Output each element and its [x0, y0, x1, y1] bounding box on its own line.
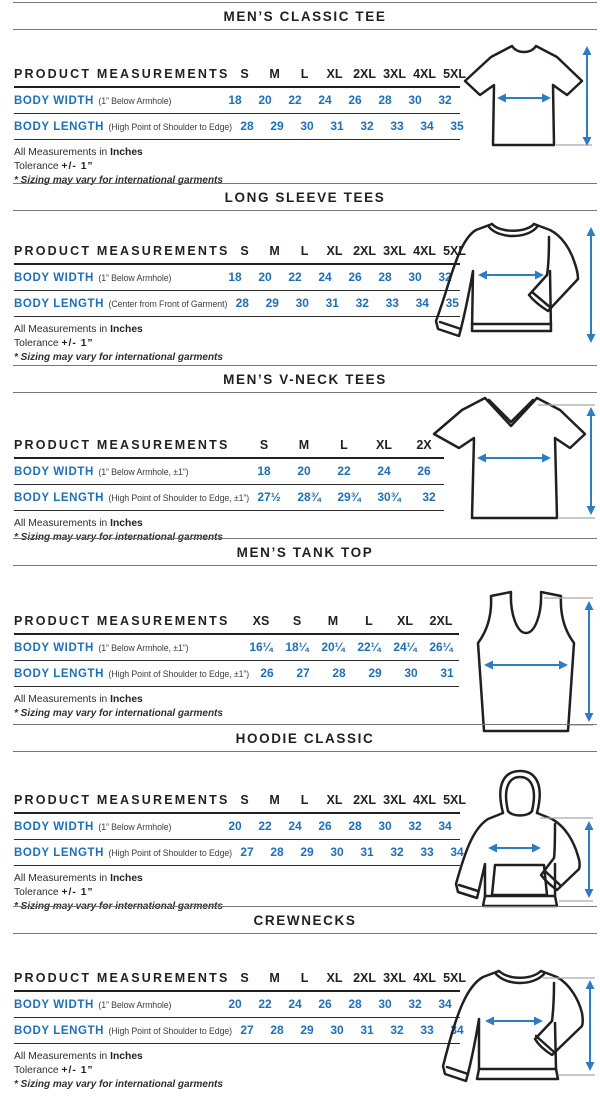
- body-length-row: [14, 1018, 464, 1044]
- note-units-prefix: All Measurements in: [14, 694, 108, 705]
- crewneck-icon: [435, 963, 600, 1099]
- body-length-label-cell: [14, 488, 249, 506]
- body-length-value: 28: [270, 1023, 284, 1037]
- size-header-cell: 5XL: [443, 244, 467, 258]
- note-units-bold: Inches: [110, 694, 143, 705]
- body-length-value: 32: [360, 119, 374, 133]
- size-header-cell: S: [292, 614, 302, 628]
- body-length-values: [249, 666, 465, 680]
- note-tolerance-prefix: Tolerance: [14, 161, 59, 172]
- size-header-cell: L: [300, 67, 309, 81]
- body-length-value: 30: [330, 845, 344, 859]
- body-width-label-cell: [14, 638, 243, 656]
- size-header-cell: S: [240, 793, 249, 807]
- body-length-value: 30: [330, 1023, 344, 1037]
- body-width-row: [14, 992, 460, 1018]
- size-header-cell: M: [269, 971, 280, 985]
- section-mens-v-neck-tees: [0, 365, 600, 543]
- body-length-value: 31: [325, 296, 339, 310]
- section-title-bar: [13, 724, 597, 752]
- table-header-row: [14, 790, 467, 814]
- body-length-value: 33: [420, 1023, 434, 1037]
- body-width-note: (1” Below Armhole, ±1”): [98, 467, 189, 477]
- note-units-bold: Inches: [110, 1051, 143, 1062]
- body-length-value: 29: [300, 845, 314, 859]
- body-length-note: (Center from Front of Garment): [108, 299, 228, 309]
- body-length-row: [14, 840, 464, 866]
- body-length-value: 34: [420, 119, 434, 133]
- body-length-value: 28: [235, 296, 249, 310]
- section-title: MEN’S CLASSIC TEE: [223, 9, 387, 24]
- measurements-table: [14, 968, 467, 1044]
- body-length-value: 33: [390, 119, 404, 133]
- body-width-arrow: [485, 1017, 543, 1026]
- size-header-cell: L: [365, 614, 373, 628]
- body-length-label: BODY LENGTH: [14, 492, 105, 504]
- tee-outline: [465, 46, 582, 145]
- size-header-cell: L: [340, 438, 348, 452]
- note-units-prefix: All Measurements in: [14, 518, 108, 529]
- note-tolerance-prefix: Tolerance: [14, 338, 59, 349]
- size-header-cell: S: [259, 438, 269, 452]
- body-width-value: 32: [408, 819, 422, 833]
- body-width-value: 16¼: [249, 640, 273, 654]
- body-width-value: 20: [228, 819, 242, 833]
- size-header-cell: 4XL: [413, 971, 437, 985]
- body-length-value: 29¾: [337, 490, 361, 504]
- section-title-bar: [13, 538, 597, 566]
- body-length-value: 30¾: [377, 490, 401, 504]
- body-width-values: [243, 640, 459, 654]
- long-sleeve-tee-icon: [430, 215, 600, 353]
- table-header-row: [14, 968, 467, 992]
- body-length-label: BODY LENGTH: [14, 668, 105, 680]
- body-length-value: 31: [330, 119, 344, 133]
- note-sizing: * Sizing may vary for international garments: [14, 352, 223, 363]
- size-header-row: [243, 614, 459, 628]
- body-width-value: 20: [228, 997, 242, 1011]
- body-width-value: 22: [258, 819, 272, 833]
- size-header-cell: M: [327, 614, 339, 628]
- body-length-note: (High Point of Shoulder to Edge): [108, 1026, 233, 1036]
- size-header-cell: M: [269, 244, 280, 258]
- size-header-cell: 5XL: [443, 971, 467, 985]
- body-length-value: 28¾: [297, 490, 321, 504]
- size-header-row: [230, 67, 470, 81]
- section-title: MEN’S TANK TOP: [236, 545, 374, 560]
- section-hoodie-classic: [0, 724, 600, 912]
- section-title-bar: [13, 183, 597, 211]
- body-width-note: (1” Below Armhole): [98, 822, 172, 832]
- body-width-value: 20: [297, 464, 311, 478]
- note-tolerance-bold: +/- 1”: [61, 338, 94, 349]
- section-long-sleeve-tees: [0, 183, 600, 365]
- body-width-note: (1” Below Armhole): [98, 273, 172, 283]
- body-width-value: 18¼: [285, 640, 309, 654]
- product-measurements-header: PRODUCT MEASUREMENTS: [14, 438, 230, 452]
- section-crewnecks: [0, 906, 600, 1090]
- body-length-value: 34: [415, 296, 429, 310]
- note-units-bold: Inches: [110, 147, 143, 158]
- body-width-value: 24: [318, 270, 332, 284]
- classic-tee-icon: [456, 42, 596, 160]
- body-width-row: [14, 459, 444, 485]
- v-neck-tee-icon: [422, 393, 600, 529]
- section-title-bar: [13, 2, 597, 30]
- body-length-value: 34: [450, 1023, 464, 1037]
- size-header-cell: 3XL: [383, 793, 407, 807]
- body-width-value: 34: [438, 997, 452, 1011]
- measurements-table: [14, 611, 459, 687]
- body-length-arrow: [587, 407, 596, 515]
- body-length-label: BODY LENGTH: [14, 298, 105, 310]
- body-width-value: 18: [228, 93, 242, 107]
- body-length-value: 27: [240, 845, 254, 859]
- body-width-value: 18: [228, 270, 242, 284]
- size-header-cell: XS: [252, 614, 270, 628]
- body-width-value: 26: [348, 270, 362, 284]
- product-measurements-header: PRODUCT MEASUREMENTS: [14, 793, 230, 807]
- body-width-value: 28: [348, 997, 362, 1011]
- size-header-cell: 2XL: [353, 793, 377, 807]
- body-width-value: 32: [408, 997, 422, 1011]
- size-header-cell: 2XL: [353, 971, 377, 985]
- size-header-cell: XL: [326, 244, 343, 258]
- body-length-value: 33: [385, 296, 399, 310]
- size-header-cell: M: [269, 67, 280, 81]
- size-header-cell: XL: [326, 793, 343, 807]
- section-title: CREWNECKS: [253, 913, 357, 928]
- section-title: HOODIE CLASSIC: [235, 731, 375, 746]
- body-width-label-cell: [14, 817, 220, 835]
- size-header-cell: 4XL: [413, 67, 437, 81]
- body-width-row: [14, 265, 460, 291]
- size-header-cell: L: [300, 793, 309, 807]
- product-measurements-header: PRODUCT MEASUREMENTS: [14, 244, 230, 258]
- body-length-value: 31: [440, 666, 454, 680]
- section-title: MEN’S V-NECK TEES: [223, 372, 387, 387]
- body-width-value: 20: [258, 93, 272, 107]
- body-width-label-cell: [14, 91, 220, 109]
- note-units-prefix: All Measurements in: [14, 1051, 108, 1062]
- size-header-cell: 3XL: [383, 67, 407, 81]
- note-sizing: * Sizing may vary for international garments: [14, 901, 223, 912]
- body-length-label-cell: [14, 117, 232, 135]
- body-width-value: 26: [318, 997, 332, 1011]
- body-length-label: BODY LENGTH: [14, 1025, 105, 1037]
- size-header-cell: 4XL: [413, 793, 437, 807]
- body-width-label: BODY WIDTH: [14, 999, 94, 1011]
- body-width-value: 20¼: [321, 640, 345, 654]
- body-width-values: [220, 819, 460, 833]
- body-width-value: 26: [417, 464, 431, 478]
- body-width-arrow: [488, 844, 541, 853]
- body-width-value: 22: [288, 93, 302, 107]
- body-width-values: [220, 270, 460, 284]
- tank-top-icon: [450, 588, 598, 740]
- body-width-label: BODY WIDTH: [14, 95, 94, 107]
- note-units-bold: Inches: [110, 324, 143, 335]
- body-width-value: 24: [288, 819, 302, 833]
- size-header-cell: L: [300, 244, 309, 258]
- size-header-cell: 5XL: [443, 793, 467, 807]
- body-width-label: BODY WIDTH: [14, 821, 94, 833]
- body-width-value: 32: [438, 93, 452, 107]
- body-width-label: BODY WIDTH: [14, 272, 94, 284]
- size-header-cell: 2X: [416, 438, 432, 452]
- body-length-value: 27: [296, 666, 310, 680]
- body-width-values: [244, 464, 444, 478]
- size-header-cell: 2XL: [429, 614, 453, 628]
- body-length-note: (High Point of Shoulder to Edge): [108, 848, 233, 858]
- size-header-cell: 3XL: [383, 971, 407, 985]
- body-length-value: 34: [450, 845, 464, 859]
- size-header-cell: S: [240, 67, 249, 81]
- body-width-row: [14, 88, 460, 114]
- section-title: LONG SLEEVE TEES: [224, 190, 386, 205]
- body-width-value: 20: [258, 270, 272, 284]
- size-header-cell: M: [269, 793, 280, 807]
- body-width-value: 30: [378, 819, 392, 833]
- product-measurements-header: PRODUCT MEASUREMENTS: [14, 67, 230, 81]
- body-width-value: 24: [377, 464, 391, 478]
- body-width-value: 28: [378, 270, 392, 284]
- note-sizing: * Sizing may vary for international garments: [14, 708, 223, 719]
- body-length-value: 32: [390, 845, 404, 859]
- body-length-value: 26: [260, 666, 274, 680]
- body-width-arrow: [478, 271, 544, 280]
- body-length-value: 28: [240, 119, 254, 133]
- section-title-bar: [13, 365, 597, 393]
- body-width-label-cell: [14, 995, 220, 1013]
- section-mens-classic-tee: [0, 2, 600, 186]
- body-length-label-cell: [14, 843, 232, 861]
- body-length-label-cell: [14, 1021, 232, 1039]
- body-width-value: 18: [257, 464, 271, 478]
- body-length-value: 30: [295, 296, 309, 310]
- section-mens-tank-top: [0, 538, 600, 724]
- size-header-row: [244, 438, 444, 452]
- body-width-label-cell: [14, 268, 220, 286]
- body-width-value: 26¼: [429, 640, 453, 654]
- size-header-cell: 2XL: [353, 244, 377, 258]
- size-header-cell: S: [240, 244, 249, 258]
- body-length-label-cell: [14, 294, 227, 312]
- body-length-arrow: [583, 46, 592, 146]
- body-width-value: 28: [378, 93, 392, 107]
- body-width-arrow: [497, 94, 551, 103]
- body-length-value: 29: [270, 119, 284, 133]
- body-length-note: (High Point of Shoulder to Edge, ±1”): [108, 493, 250, 503]
- table-header-row: [14, 64, 467, 88]
- body-width-label: BODY WIDTH: [14, 466, 94, 478]
- body-length-value: 30: [404, 666, 418, 680]
- size-header-cell: XL: [326, 971, 343, 985]
- body-length-value: 28: [332, 666, 346, 680]
- body-length-value: 29: [368, 666, 382, 680]
- long-sleeve-outline: [436, 224, 578, 336]
- body-length-value: 28: [270, 845, 284, 859]
- body-width-value: 22: [337, 464, 351, 478]
- body-width-row: [14, 635, 459, 661]
- body-length-label: BODY LENGTH: [14, 847, 105, 859]
- measurements-table: [14, 435, 444, 511]
- body-length-value: 32: [422, 490, 436, 504]
- product-measurements-header: PRODUCT MEASUREMENTS: [14, 971, 230, 985]
- note-tolerance-bold: +/- 1”: [61, 161, 94, 172]
- note-sizing: * Sizing may vary for international garments: [14, 1079, 223, 1090]
- body-length-label-cell: [14, 664, 249, 682]
- body-length-value: 29: [300, 1023, 314, 1037]
- body-width-value: 26: [318, 819, 332, 833]
- size-header-cell: M: [298, 438, 310, 452]
- body-width-arrow: [484, 661, 568, 670]
- body-width-arrow: [477, 454, 551, 463]
- body-length-note: (High Point of Shoulder to Edge, ±1”): [108, 669, 250, 679]
- body-width-value: 24: [288, 997, 302, 1011]
- body-width-value: 34: [438, 819, 452, 833]
- body-length-values: [249, 490, 449, 504]
- body-length-arrow: [585, 601, 594, 722]
- body-width-value: 22¼: [357, 640, 381, 654]
- body-width-value: 26: [348, 93, 362, 107]
- body-width-value: 32: [438, 270, 452, 284]
- body-length-row: [14, 291, 460, 317]
- section-title-bar: [13, 906, 597, 934]
- measurements-table: [14, 241, 467, 317]
- table-header-row: [14, 435, 444, 459]
- note-tolerance-bold: +/- 1”: [61, 887, 94, 898]
- body-length-value: 30: [300, 119, 314, 133]
- note-tolerance-prefix: Tolerance: [14, 1065, 59, 1076]
- body-width-row: [14, 814, 460, 840]
- body-width-value: 30: [378, 997, 392, 1011]
- measurements-table: [14, 64, 467, 140]
- note-sizing: * Sizing may vary for international garments: [14, 175, 223, 186]
- body-length-value: 33: [420, 845, 434, 859]
- size-header-cell: XL: [376, 438, 392, 452]
- body-length-arrow: [586, 980, 595, 1071]
- size-header-row: [230, 971, 470, 985]
- body-length-row: [14, 114, 464, 140]
- body-length-value: 31: [360, 1023, 374, 1037]
- product-measurements-header: PRODUCT MEASUREMENTS: [14, 614, 230, 628]
- note-tolerance: [14, 161, 600, 172]
- body-width-value: 30: [408, 270, 422, 284]
- body-length-note: (High Point of Shoulder to Edge): [108, 122, 233, 132]
- body-width-label: BODY WIDTH: [14, 642, 94, 654]
- body-length-values: [232, 119, 472, 133]
- body-width-label-cell: [14, 462, 244, 480]
- body-width-values: [220, 93, 460, 107]
- body-length-value: 31: [360, 845, 374, 859]
- hoodie-outline: [456, 771, 580, 906]
- size-header-cell: XL: [397, 614, 413, 628]
- body-length-row: [14, 485, 444, 511]
- note-units-bold: Inches: [110, 873, 143, 884]
- body-length-arrow: [587, 227, 596, 343]
- size-header-cell: 5XL: [443, 67, 467, 81]
- body-length-value: 27: [240, 1023, 254, 1037]
- body-length-value: 27½: [257, 490, 281, 504]
- body-width-values: [220, 997, 460, 1011]
- body-width-value: 28: [348, 819, 362, 833]
- note-tolerance-bold: +/- 1”: [61, 1065, 94, 1076]
- body-width-value: 30: [408, 93, 422, 107]
- body-length-value: 29: [265, 296, 279, 310]
- body-width-value: 22: [258, 997, 272, 1011]
- body-width-note: (1” Below Armhole, ±1”): [98, 643, 189, 653]
- body-length-label: BODY LENGTH: [14, 121, 105, 133]
- body-length-values: [232, 845, 472, 859]
- note-units-prefix: All Measurements in: [14, 147, 108, 158]
- body-width-note: (1” Below Armhole): [98, 96, 172, 106]
- body-width-value: 24¼: [393, 640, 417, 654]
- note-units-bold: Inches: [110, 518, 143, 529]
- body-width-note: (1” Below Armhole): [98, 1000, 172, 1010]
- crewneck-outline: [443, 971, 583, 1081]
- body-length-value: 32: [390, 1023, 404, 1037]
- body-width-value: 22: [288, 270, 302, 284]
- note-sizing: * Sizing may vary for international garments: [14, 532, 223, 543]
- size-header-cell: XL: [326, 67, 343, 81]
- size-header-cell: 4XL: [413, 244, 437, 258]
- table-header-row: [14, 611, 459, 635]
- size-header-row: [230, 793, 470, 807]
- note-units-prefix: All Measurements in: [14, 324, 108, 335]
- note-units-prefix: All Measurements in: [14, 873, 108, 884]
- table-header-row: [14, 241, 467, 265]
- measurements-table: [14, 790, 467, 866]
- size-header-cell: L: [300, 971, 309, 985]
- body-length-value: 35: [445, 296, 459, 310]
- body-length-value: 35: [450, 119, 464, 133]
- body-length-row: [14, 661, 459, 687]
- body-length-arrow: [585, 821, 594, 898]
- size-header-cell: 2XL: [353, 67, 377, 81]
- note-tolerance-prefix: Tolerance: [14, 887, 59, 898]
- body-width-value: 24: [318, 93, 332, 107]
- body-length-value: 32: [355, 296, 369, 310]
- size-header-cell: 3XL: [383, 244, 407, 258]
- size-header-cell: S: [240, 971, 249, 985]
